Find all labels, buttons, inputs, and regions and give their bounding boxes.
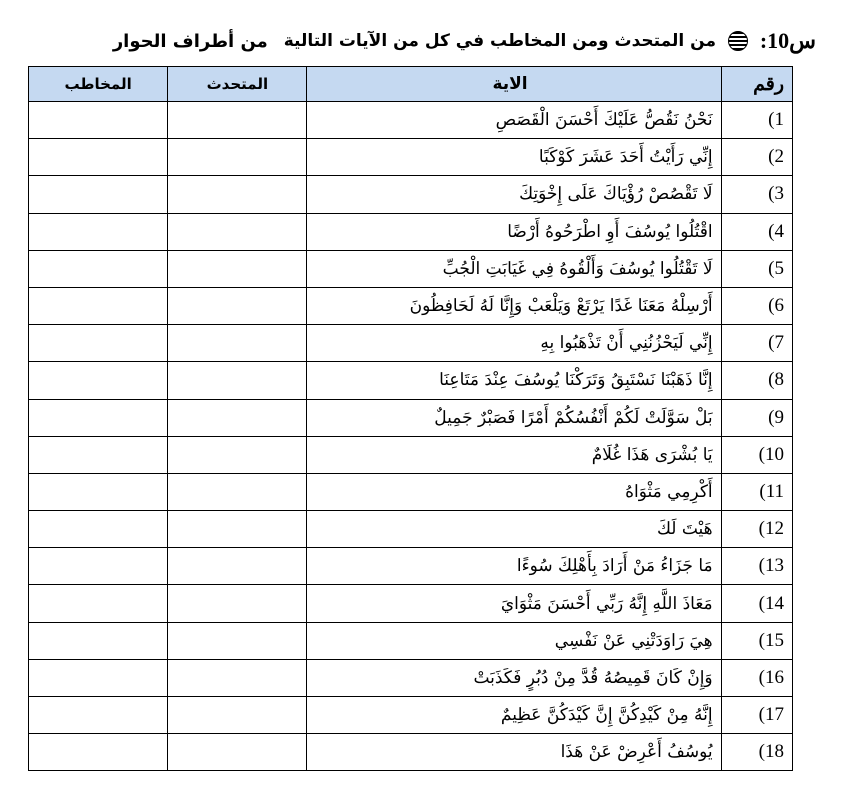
row-verse: إِنَّا ذَهَبْنَا نَسْتَبِقُ وَتَرَكْنَا يُوسُفَ عِنْدَ مَتَاعِنَا bbox=[307, 362, 721, 399]
table-row bbox=[29, 250, 793, 287]
row-number: 12) bbox=[721, 511, 792, 548]
question-header bbox=[20, 28, 816, 62]
table-row bbox=[29, 102, 793, 139]
row-speaker-cell[interactable] bbox=[168, 659, 307, 696]
row-speaker-cell[interactable] bbox=[168, 399, 307, 436]
row-verse: أَرْسِلْهُ مَعَنَا غَدًا يَرْتَعْ وَيَلْعَبْ وَإِنَّا لَهُ لَحَافِظُونَ bbox=[307, 287, 721, 324]
row-number: 18) bbox=[721, 734, 792, 771]
row-verse: إِنَّهُ مِنْ كَيْدِكُنَّ إِنَّ كَيْدَكُنَّ عَظِيمٌ bbox=[307, 697, 721, 734]
row-speaker-cell[interactable] bbox=[168, 102, 307, 139]
row-number: 3) bbox=[721, 176, 792, 213]
row-speaker-cell[interactable] bbox=[168, 585, 307, 622]
row-number: 4) bbox=[721, 213, 792, 250]
table-row bbox=[29, 176, 793, 213]
row-verse: لَا تَقْتُلُوا يُوسُفَ وَأَلْقُوهُ فِي غَيَابَتِ الْجُبِّ bbox=[307, 250, 721, 287]
header-addressee: المخاطب bbox=[29, 67, 168, 102]
row-addressee-cell[interactable] bbox=[29, 287, 168, 324]
table-row bbox=[29, 287, 793, 324]
row-verse: اقْتُلُوا يُوسُفَ أَوِ اطْرَحُوهُ أَرْضًا bbox=[307, 213, 721, 250]
row-speaker-cell[interactable] bbox=[168, 436, 307, 473]
row-speaker-cell[interactable] bbox=[168, 362, 307, 399]
row-addressee-cell[interactable] bbox=[29, 622, 168, 659]
table-row bbox=[29, 325, 793, 362]
row-verse: هِيَ رَاوَدَتْنِي عَنْ نَفْسِي bbox=[307, 622, 721, 659]
row-speaker-cell[interactable] bbox=[168, 697, 307, 734]
table-row bbox=[29, 585, 793, 622]
row-number: 14) bbox=[721, 585, 792, 622]
row-speaker-cell[interactable] bbox=[168, 511, 307, 548]
row-addressee-cell[interactable] bbox=[29, 213, 168, 250]
row-number: 5) bbox=[721, 250, 792, 287]
question-number: س10: bbox=[759, 28, 816, 53]
row-verse: نَحْنُ نَقُصُّ عَلَيْكَ أَحْسَنَ الْقَصَصِ bbox=[307, 102, 721, 139]
row-number: 7) bbox=[721, 325, 792, 362]
row-verse: لَا تَقْصُصْ رُؤْيَاكَ عَلَى إِخْوَتِكَ bbox=[307, 176, 721, 213]
row-speaker-cell[interactable] bbox=[168, 622, 307, 659]
row-addressee-cell[interactable] bbox=[29, 102, 168, 139]
table-row bbox=[29, 213, 793, 250]
row-number: 13) bbox=[721, 548, 792, 585]
row-speaker-cell[interactable] bbox=[168, 734, 307, 771]
row-number: 8) bbox=[721, 362, 792, 399]
question-topic: من أطراف الحوار bbox=[112, 30, 268, 52]
dialogue-table bbox=[28, 66, 793, 771]
row-verse: يَا بُشْرَى هَذَا غُلَامٌ bbox=[307, 436, 721, 473]
row-addressee-cell[interactable] bbox=[29, 176, 168, 213]
row-addressee-cell[interactable] bbox=[29, 548, 168, 585]
table-row bbox=[29, 734, 793, 771]
question-text: من المتحدث ومن المخاطب في كل من الآيات التالية bbox=[283, 31, 716, 51]
row-speaker-cell[interactable] bbox=[168, 287, 307, 324]
row-speaker-cell[interactable] bbox=[168, 325, 307, 362]
row-speaker-cell[interactable] bbox=[168, 250, 307, 287]
row-verse: هَيْتَ لَكَ bbox=[307, 511, 721, 548]
table-row bbox=[29, 548, 793, 585]
table-row bbox=[29, 362, 793, 399]
row-addressee-cell[interactable] bbox=[29, 511, 168, 548]
table-row bbox=[29, 511, 793, 548]
row-addressee-cell[interactable] bbox=[29, 399, 168, 436]
row-verse: وَإِنْ كَانَ قَمِيصُهُ قُدَّ مِنْ دُبُرٍ فَكَذَبَتْ bbox=[307, 659, 721, 696]
row-number: 15) bbox=[721, 622, 792, 659]
row-number: 11) bbox=[721, 473, 792, 510]
header-verse: الاية bbox=[307, 67, 721, 102]
row-number: 1) bbox=[721, 102, 792, 139]
row-speaker-cell[interactable] bbox=[168, 473, 307, 510]
row-verse: بَلْ سَوَّلَتْ لَكُمْ أَنْفُسُكُمْ أَمْرًا فَصَبْرٌ جَمِيلٌ bbox=[307, 399, 721, 436]
row-number: 10) bbox=[721, 436, 792, 473]
striped-circle-icon bbox=[728, 31, 748, 51]
row-addressee-cell[interactable] bbox=[29, 734, 168, 771]
row-verse: مَا جَزَاءُ مَنْ أَرَادَ بِأَهْلِكَ سُوءًا bbox=[307, 548, 721, 585]
row-number: 16) bbox=[721, 659, 792, 696]
row-number: 9) bbox=[721, 399, 792, 436]
row-verse: أَكْرِمِي مَثْوَاهُ bbox=[307, 473, 721, 510]
row-speaker-cell[interactable] bbox=[168, 176, 307, 213]
header-speaker: المتحدث bbox=[168, 67, 307, 102]
table-row bbox=[29, 622, 793, 659]
row-addressee-cell[interactable] bbox=[29, 139, 168, 176]
row-speaker-cell[interactable] bbox=[168, 548, 307, 585]
row-verse: مَعَاذَ اللَّهِ إِنَّهُ رَبِّي أَحْسَنَ مَثْوَايَ bbox=[307, 585, 721, 622]
table-row bbox=[29, 473, 793, 510]
row-speaker-cell[interactable] bbox=[168, 213, 307, 250]
table-row bbox=[29, 139, 793, 176]
table-row bbox=[29, 436, 793, 473]
row-addressee-cell[interactable] bbox=[29, 585, 168, 622]
row-addressee-cell[interactable] bbox=[29, 362, 168, 399]
row-number: 17) bbox=[721, 697, 792, 734]
row-addressee-cell[interactable] bbox=[29, 325, 168, 362]
row-speaker-cell[interactable] bbox=[168, 139, 307, 176]
row-addressee-cell[interactable] bbox=[29, 473, 168, 510]
row-verse: إِنِّي رَأَيْتُ أَحَدَ عَشَرَ كَوْكَبًا bbox=[307, 139, 721, 176]
row-number: 2) bbox=[721, 139, 792, 176]
row-verse: إِنِّي لَيَحْزُنُنِي أَنْ تَذْهَبُوا بِهِ bbox=[307, 325, 721, 362]
table-row bbox=[29, 659, 793, 696]
row-addressee-cell[interactable] bbox=[29, 250, 168, 287]
row-addressee-cell[interactable] bbox=[29, 659, 168, 696]
header-num: رقم bbox=[721, 67, 792, 102]
row-verse: يُوسُفُ أَعْرِضْ عَنْ هَذَا bbox=[307, 734, 721, 771]
row-number: 6) bbox=[721, 287, 792, 324]
table-row bbox=[29, 399, 793, 436]
table-row bbox=[29, 697, 793, 734]
row-addressee-cell[interactable] bbox=[29, 436, 168, 473]
row-addressee-cell[interactable] bbox=[29, 697, 168, 734]
table-header-row bbox=[29, 67, 793, 102]
